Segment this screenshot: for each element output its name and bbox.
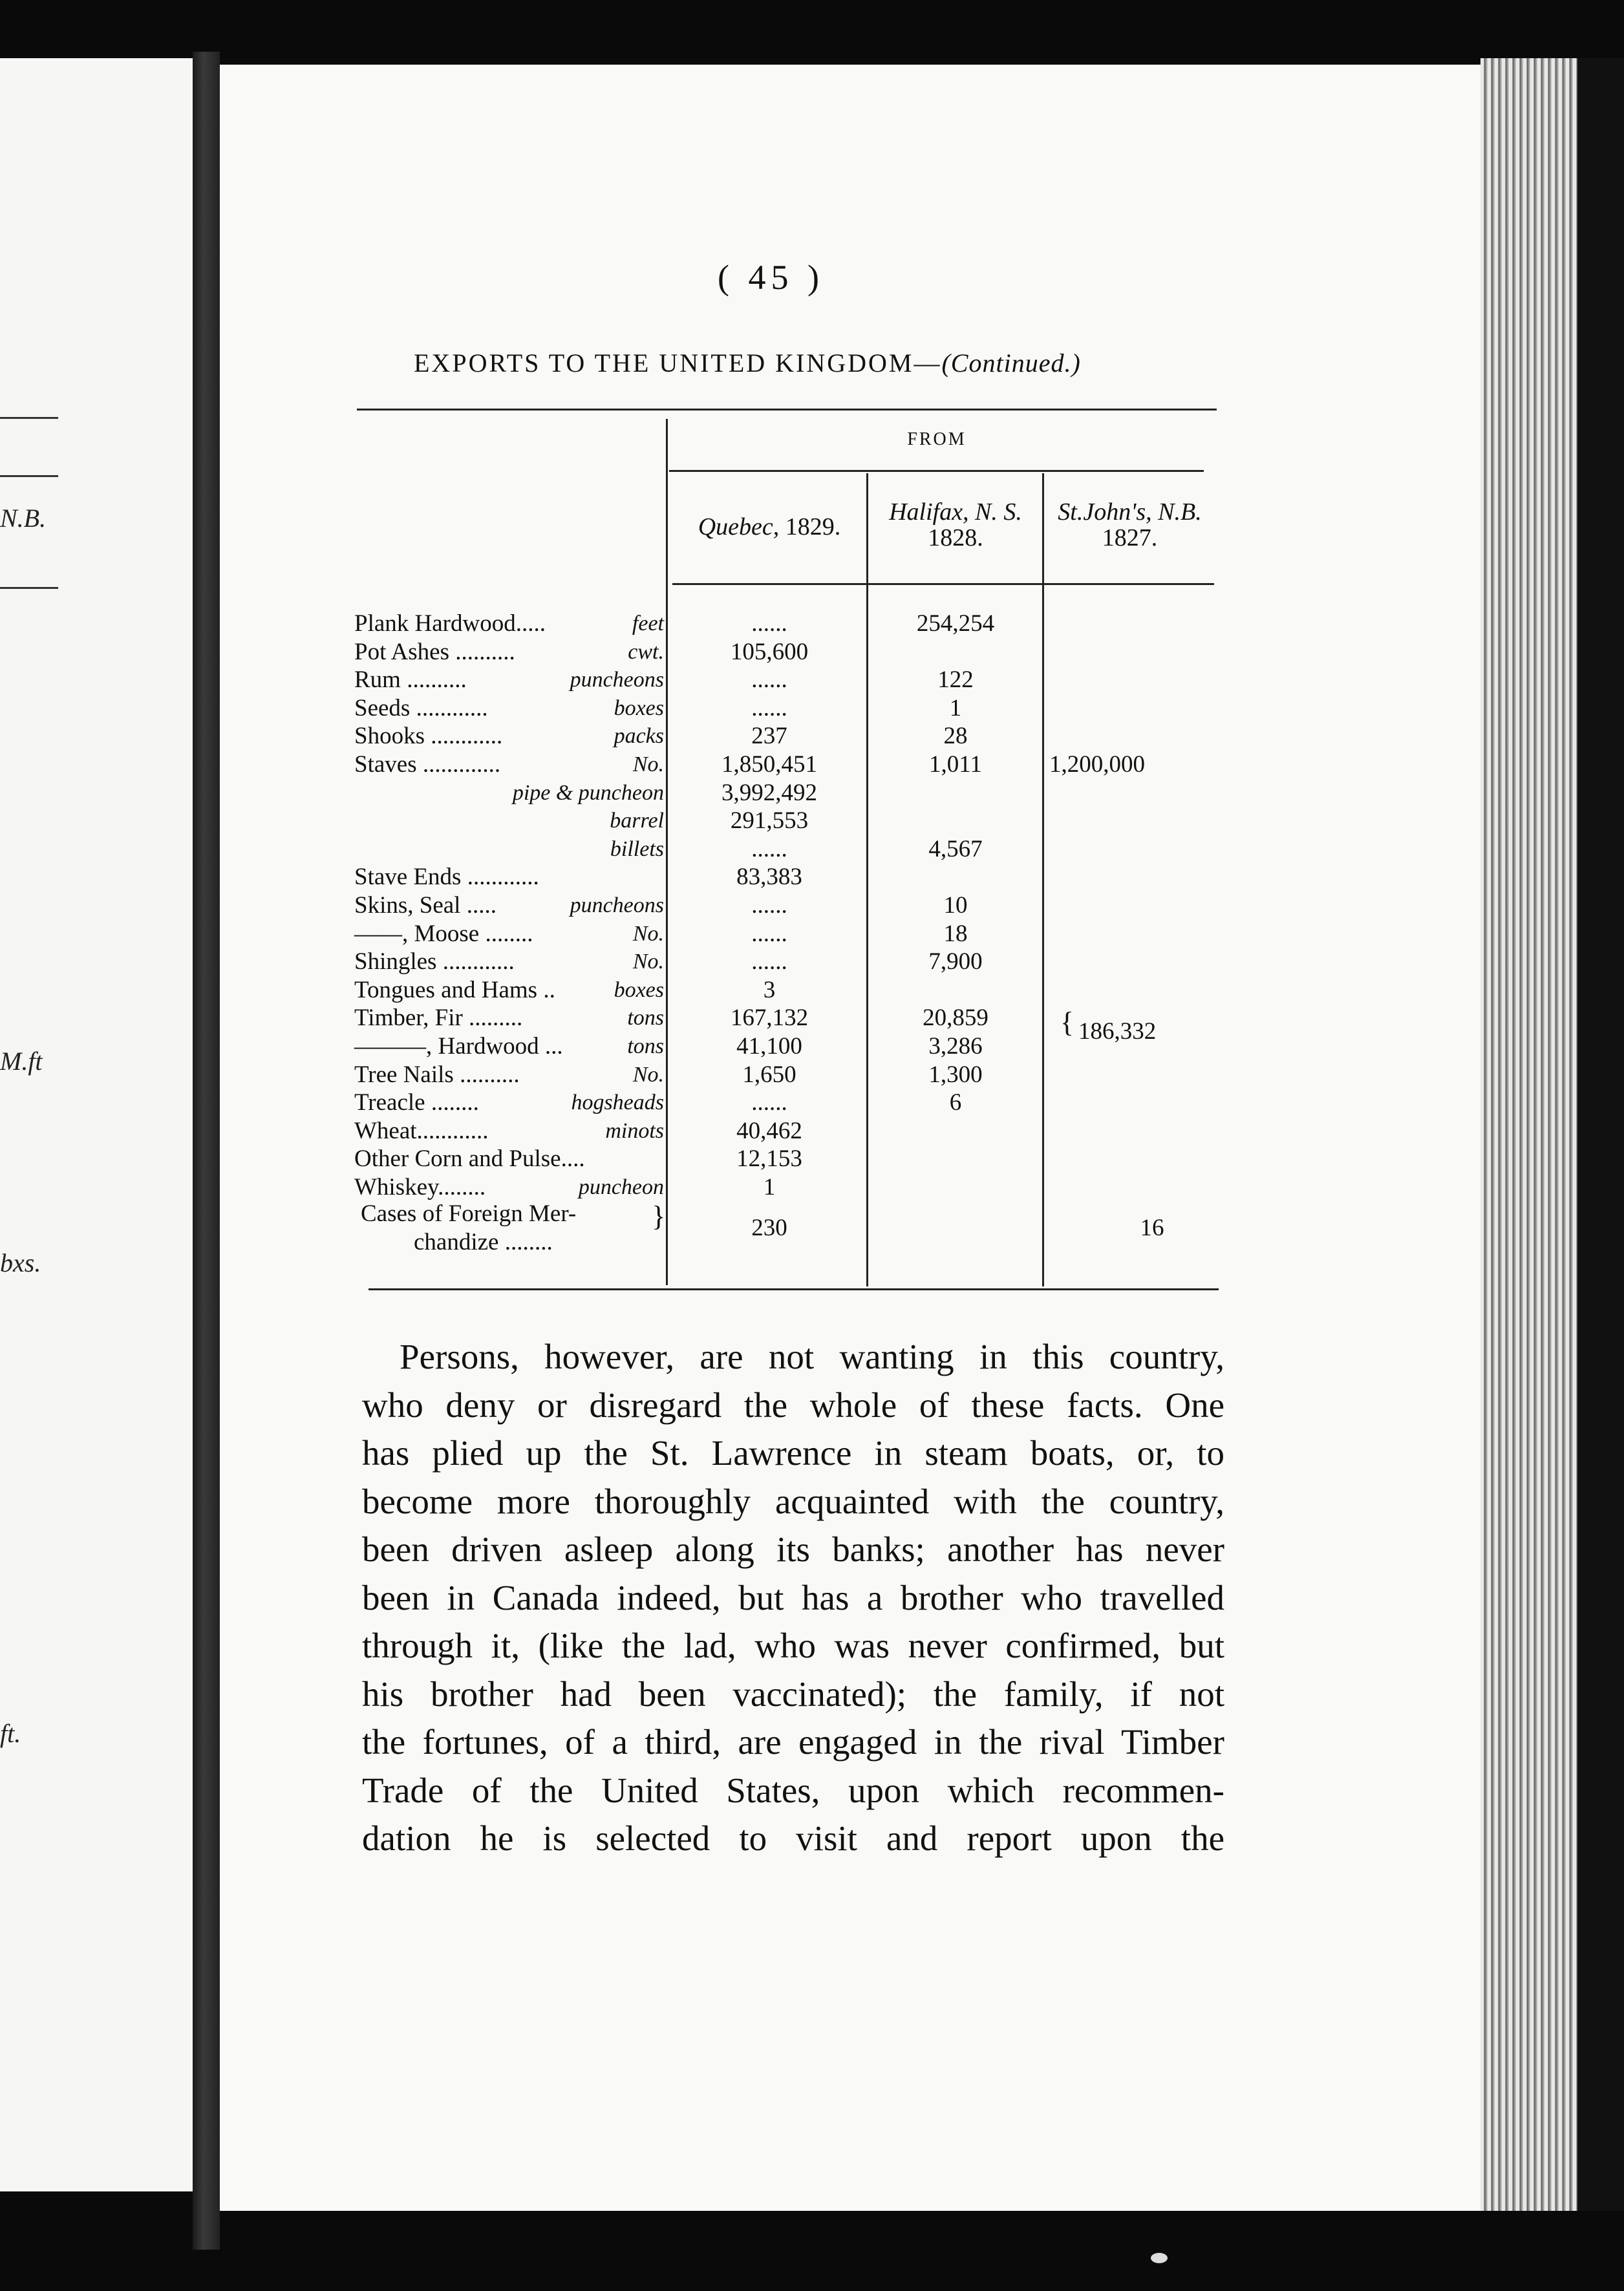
page-edges [1480, 58, 1577, 2211]
row-label [354, 696, 668, 721]
body-text-line: his brother had been vaccinated); the family, if not [362, 1674, 1224, 1714]
table-cell-halifax: 1,011 [929, 751, 982, 778]
row-label-text: Staves ............. [354, 751, 501, 778]
row-unit: boxes [614, 977, 664, 1002]
table-cell-quebec: ...... [751, 666, 787, 694]
from-rule [669, 470, 1204, 472]
table-cell-quebec: 167,132 [730, 1005, 809, 1032]
row-unit: No. [632, 1062, 664, 1087]
row-label [354, 1034, 668, 1060]
column-year: 1829. [785, 513, 841, 540]
row-unit: tons [627, 1034, 664, 1058]
table-cell-quebec: 12,153 [736, 1146, 802, 1173]
body-text-line: been in Canada indeed, but has a brother who travelled [362, 1577, 1224, 1617]
table-cell-quebec: 237 [751, 723, 787, 750]
table-cell-quebec: 3 [763, 976, 776, 1003]
row-label [354, 808, 668, 834]
row-label-text: ———, Hardwood ... [354, 1033, 563, 1060]
table-cell-halifax: 4,567 [928, 835, 983, 862]
row-unit: feet [632, 612, 664, 635]
page-smudge [1151, 2253, 1168, 2263]
body-paragraph [362, 1333, 1224, 1863]
row-unit: tons [627, 1006, 664, 1030]
table-cell-stjohns: 186,332 [1078, 1018, 1157, 1045]
row-label-text: Wheat............ [354, 1117, 489, 1144]
row-label [354, 893, 668, 919]
table-cell-halifax: 122 [937, 666, 974, 694]
left-page-rule [0, 475, 58, 477]
row-label [354, 780, 668, 806]
table-cell-quebec: 105,600 [730, 638, 809, 665]
row-unit: puncheons [570, 893, 664, 917]
row-label [354, 611, 668, 637]
body-text-line: dation he is selected to visit and report upon the [362, 1818, 1224, 1858]
body-text-line: who deny or disregard the whole of these facts. One [362, 1385, 1224, 1425]
running-title-main: EXPORTS TO THE UNITED KINGDOM— [414, 348, 942, 378]
row-unit: No. [632, 921, 664, 946]
table-cell-halifax: 6 [949, 1089, 962, 1116]
row-unit: minots [605, 1118, 664, 1143]
row-label [354, 667, 668, 693]
left-facing-page [0, 58, 193, 2191]
running-title [414, 348, 1081, 378]
row-label [354, 1175, 668, 1200]
row-unit: packs [614, 724, 664, 749]
row-label [354, 1118, 668, 1144]
column-divider [1042, 473, 1044, 1286]
row-label [354, 977, 668, 1003]
table-cell-quebec: 1,850,451 [721, 751, 817, 778]
table-top-rule [357, 409, 1217, 410]
header-rule [672, 583, 1214, 585]
row-unit: boxes [614, 696, 664, 720]
row-label-text: Shooks ............ [354, 723, 503, 750]
body-text-line: Persons, however, are not wanting in this country, [400, 1337, 1224, 1376]
table-cell-quebec: 1,650 [742, 1061, 796, 1088]
running-title-continued: (Continued.) [941, 348, 1081, 378]
column-year: 1827. [1102, 524, 1158, 551]
row-unit: cwt. [628, 639, 664, 664]
column-header-stjohns [1044, 499, 1215, 551]
table-cell-halifax: 18 [943, 920, 968, 947]
table-cell-stjohns: 16 [1140, 1215, 1164, 1241]
table-cell-quebec: 83,383 [736, 864, 802, 891]
row-label: chandize ........ [414, 1229, 553, 1255]
row-label-text: Plank Hardwood..... [354, 610, 546, 637]
left-page-fragment: ft. [0, 1719, 21, 1748]
table-cell-quebec: 230 [751, 1215, 787, 1241]
table-cell-halifax: 254,254 [916, 610, 995, 637]
row-label-text: Shingles ............ [354, 948, 515, 975]
table-cell-stjohns: 1,200,000 [1049, 751, 1145, 778]
table-cell-quebec: ...... [751, 948, 787, 975]
row-label-text: Tree Nails .......... [354, 1061, 520, 1088]
column-place: St.John's, N.B. [1058, 498, 1202, 526]
row-unit: barrel [610, 809, 664, 833]
row-label: Cases of Foreign Mer- [361, 1200, 577, 1227]
table-cell-quebec: 1 [763, 1174, 776, 1200]
row-unit: hogsheads [571, 1091, 664, 1115]
table-cell-quebec: ...... [751, 892, 787, 919]
body-text-line: become more thoroughly acquainted with the country, [362, 1481, 1224, 1521]
left-page-rule [0, 587, 58, 589]
table-cell-halifax: 10 [943, 892, 968, 919]
body-text-line: the fortunes, of a third, are engaged in the rival Timber [362, 1722, 1224, 1762]
row-label [354, 949, 668, 975]
row-label-text: ——, Moose ........ [354, 920, 533, 947]
column-place: Quebec, [698, 513, 780, 540]
row-label-text: Stave Ends ............ [354, 864, 539, 891]
table-cell-quebec: ...... [751, 920, 787, 947]
row-label-text: Timber, Fir ......... [354, 1005, 523, 1032]
row-label [354, 1146, 668, 1172]
body-text-line: has plied up the St. Lawrence in steam boats, or, to [362, 1433, 1224, 1473]
body-text-line: through it, (like the lad, who was never confirmed, but [362, 1626, 1224, 1665]
table-cell-halifax: 3,286 [928, 1033, 983, 1060]
row-label-text: Seeds ............ [354, 694, 488, 721]
table-cell-quebec: 41,100 [736, 1033, 802, 1060]
table-cell-quebec: ...... [751, 610, 787, 637]
table-cell-quebec: ...... [751, 694, 787, 721]
body-text-line: Trade of the United States, upon which recommen- [362, 1770, 1224, 1810]
book-gutter [193, 52, 220, 2250]
table-cell-halifax: 7,900 [928, 948, 983, 975]
row-label [354, 1062, 668, 1088]
row-label [354, 639, 668, 665]
table-cell-halifax: 28 [943, 723, 968, 750]
from-label: FROM [907, 429, 967, 449]
table-cell-quebec: 3,992,492 [721, 779, 817, 806]
left-page-fragment: bxs. [0, 1248, 41, 1277]
table-cell-halifax: 1,300 [928, 1061, 983, 1088]
table-cell-quebec: ...... [751, 835, 787, 862]
row-unit: billets [610, 836, 664, 861]
row-label-text: Rum .......... [354, 666, 467, 694]
row-unit: pipe & puncheon [512, 780, 664, 805]
row-label [354, 752, 668, 778]
book-edge [1577, 58, 1624, 2211]
left-page-rule [0, 417, 58, 419]
brace-symbol: { [1060, 1007, 1074, 1038]
table-cell-halifax: 20,859 [923, 1005, 988, 1032]
table-cell-halifax: 1 [949, 694, 962, 721]
row-label-text: Pot Ashes .......... [354, 638, 515, 665]
row-label [354, 723, 668, 749]
row-unit: puncheon [578, 1175, 664, 1199]
table-cell-quebec: ...... [751, 1089, 787, 1116]
row-label [354, 1090, 668, 1116]
row-label [354, 864, 668, 890]
row-unit: No. [632, 950, 664, 974]
row-label-text: Treacle ........ [354, 1089, 479, 1116]
table-bottom-rule [369, 1288, 1219, 1290]
row-label [354, 921, 668, 947]
column-divider [866, 473, 868, 1286]
left-page-fragment: N.B. [0, 504, 47, 533]
left-page-fragment: M.ft [0, 1047, 43, 1076]
row-unit: No. [632, 752, 664, 776]
row-unit: puncheons [570, 668, 664, 692]
row-label [354, 836, 668, 862]
column-header-halifax [868, 499, 1043, 551]
row-label-text: Tongues and Hams .. [354, 976, 555, 1003]
row-label-text: Whiskey........ [354, 1174, 486, 1200]
column-year: 1828. [928, 524, 983, 551]
page-number: ( 45 ) [718, 258, 824, 297]
column-header-quebec [672, 514, 866, 540]
column-place: Halifax, N. S. [889, 498, 1022, 526]
brace-symbol: } [652, 1200, 666, 1232]
body-text-line: been driven asleep along its banks; another has never [362, 1529, 1224, 1569]
row-label [354, 1005, 668, 1031]
row-label-text: Skins, Seal ..... [354, 892, 497, 919]
row-label-text: Other Corn and Pulse.... [354, 1146, 585, 1173]
table-cell-quebec: 291,553 [730, 807, 809, 835]
table-cell-quebec: 40,462 [736, 1117, 802, 1144]
